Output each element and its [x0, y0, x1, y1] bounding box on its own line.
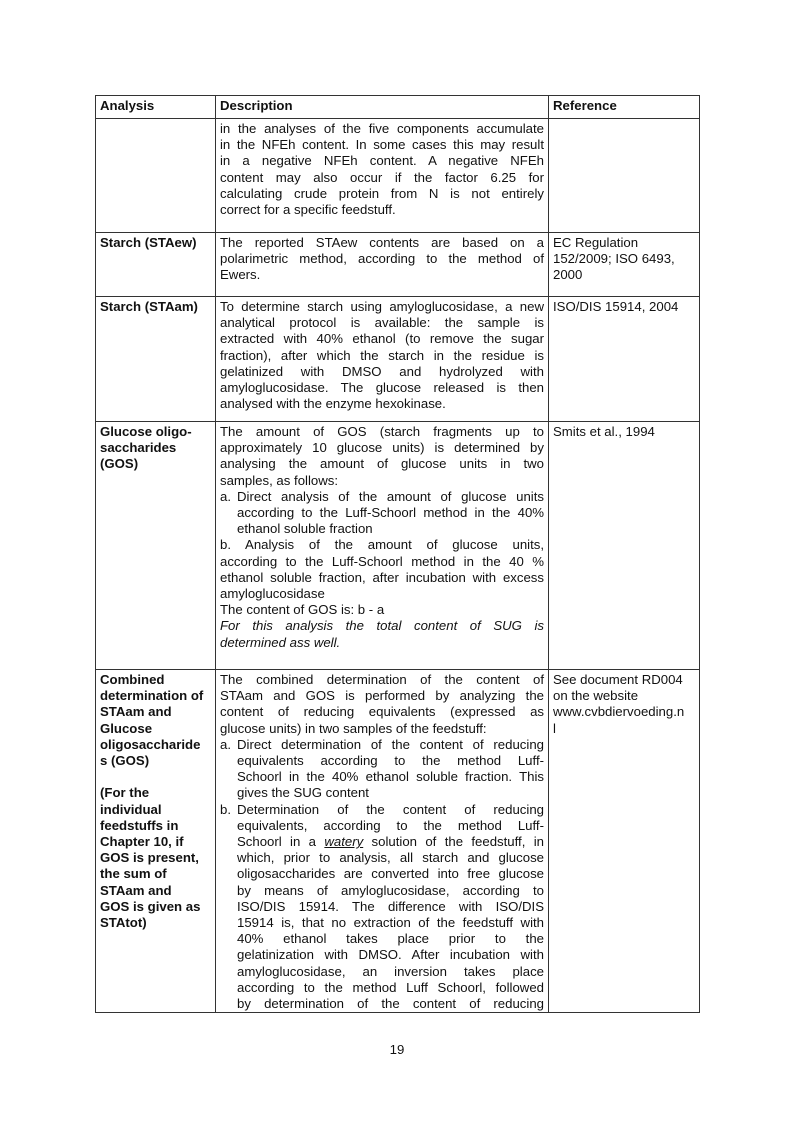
text-segment: Schoorl in the 40% ethanol soluble fraction. This [237, 769, 544, 785]
text-segment: 40% ethanol takes place prior to the [237, 931, 544, 947]
text-segment: content of reducing equivalents (expressed as [220, 704, 544, 720]
text-segment: STAtot) [100, 915, 147, 931]
text-segment: solution of the feedstuff, in [363, 834, 544, 850]
text-line [100, 899, 211, 915]
text-segment: according to the method Luff Schoorl, followed [237, 979, 544, 995]
text-segment: STAam and GOS is performed by analyzing the [220, 688, 544, 704]
text-line [220, 505, 544, 521]
text-segment: content may also occur if the factor 6.25 for [220, 169, 544, 185]
text-line [220, 170, 544, 186]
text-segment: oligosaccharides are converted into free glucose [237, 866, 544, 882]
text-line [100, 753, 211, 769]
text-line [220, 618, 544, 634]
text-segment: 152/2009; ISO 6493, [553, 251, 675, 267]
text-line [220, 331, 544, 347]
text-segment: gelatinized with DMSO and hydrolyzed with [220, 363, 544, 379]
text-line [553, 424, 695, 440]
text-line [220, 299, 544, 315]
text-segment: ethanol soluble fraction, after incubation with excess [220, 569, 544, 585]
text-line [220, 554, 544, 570]
text-line [220, 980, 544, 996]
text-segment: determined ass well. [220, 634, 341, 650]
table-row [96, 119, 700, 233]
reference-cell [549, 670, 700, 1013]
text-segment: determination of [100, 688, 204, 704]
text-segment: analysing the amount of glucose units in two [220, 456, 544, 472]
text-segment: STAam and [100, 704, 172, 720]
text-line [220, 899, 544, 915]
text-line [553, 299, 695, 315]
text-segment: oligosaccharide [100, 736, 201, 752]
text-segment: extracted with 40% ethanol (to remove the sugar [220, 331, 544, 347]
text-segment: polarimetric method, according to the method of [220, 251, 544, 267]
text-segment: www.cvbdiervoeding.n [553, 704, 685, 720]
text-line [220, 850, 544, 866]
text-segment: feedstuffs in [100, 817, 179, 833]
text-segment: according to the Luff-Schoorl method in the 40 % [220, 553, 544, 569]
text-line [220, 489, 544, 505]
text-segment: STAam and [100, 882, 172, 898]
text-line [553, 235, 695, 251]
text-segment: approximately 10 glucose units) is determined by [220, 440, 544, 456]
text-line [220, 866, 544, 882]
table-row [96, 422, 700, 670]
text-line [220, 753, 544, 769]
text-line [220, 802, 544, 818]
text-line [100, 818, 211, 834]
text-segment: correct for a specific feedstuff. [220, 202, 396, 218]
reference-cell [549, 233, 700, 297]
text-segment: The combined determination of the content of [220, 672, 544, 687]
reference-cell [549, 422, 700, 670]
text-segment: analysed with the enzyme hexokinase. [220, 396, 446, 412]
text-line [220, 785, 544, 801]
text-segment: (For the [100, 785, 150, 801]
text-line [220, 996, 544, 1012]
text-segment: b. Analysis of the amount of glucose units, [220, 537, 544, 553]
text-segment: equivalents according to the method Luff- [237, 753, 544, 769]
text-segment: Starch (STAew) [100, 235, 197, 250]
text-line [220, 121, 544, 137]
text-line [220, 586, 544, 602]
analysis-cell [96, 233, 216, 297]
text-line [220, 769, 544, 785]
table-header-row [96, 96, 700, 119]
text-line [100, 440, 211, 456]
text-line [220, 364, 544, 380]
text-segment: GOS is given as [100, 898, 201, 914]
text-segment: on the website [553, 688, 639, 704]
text-line [100, 769, 211, 785]
text-line [220, 251, 544, 267]
text-line [100, 850, 211, 866]
text-segment: samples, as follows: [220, 472, 338, 488]
description-cell [216, 297, 549, 422]
text-line [100, 721, 211, 737]
header-description: Description [216, 96, 549, 119]
text-segment: amyloglucosidase [220, 586, 325, 602]
text-line [220, 424, 544, 440]
text-segment: amyloglucosidase. The glucose released is then [220, 380, 544, 396]
text-segment: Starch (STAam) [100, 299, 198, 314]
text-line [100, 834, 211, 850]
text-line [220, 380, 544, 396]
text-segment: fraction), after which the starch in the residue is [220, 347, 544, 363]
text-segment: calculating crude protein from N is not entirely [220, 185, 544, 201]
text-line [220, 721, 544, 737]
text-segment: in a negative NFEh content. A negative NFEh [220, 153, 544, 169]
text-segment: which, prior to analysis, all starch and glucose [237, 850, 544, 866]
description-cell [216, 233, 549, 297]
text-segment: Direct determination of the content of reducing [237, 736, 544, 752]
text-line [100, 883, 211, 899]
text-segment: The reported STAew contents are based on a [220, 235, 544, 250]
description-cell [216, 422, 549, 670]
text-line [220, 737, 544, 753]
table-row [96, 233, 700, 297]
text-segment: Glucose [100, 720, 153, 736]
text-segment: 15914 is, that no extraction of the feedstuff with [237, 915, 544, 931]
text-line [100, 802, 211, 818]
text-segment: Schoorl in a [237, 834, 325, 850]
text-line [220, 153, 544, 169]
text-line [220, 348, 544, 364]
text-line [220, 947, 544, 963]
text-line [100, 866, 211, 882]
text-line [220, 396, 544, 412]
description-cell [216, 119, 549, 233]
text-line [220, 818, 544, 834]
text-line [100, 299, 211, 315]
text-line [100, 688, 211, 704]
text-line [220, 704, 544, 720]
text-segment: in the analyses of the five components accumulate [220, 121, 544, 136]
text-segment: (GOS) [100, 456, 139, 472]
text-line [553, 721, 695, 737]
header-reference: Reference [549, 96, 700, 119]
text-line [220, 137, 544, 153]
text-segment: Smits et al., 1994 [553, 424, 655, 439]
reference-cell [549, 119, 700, 233]
text-line [553, 704, 695, 720]
text-segment: Direct analysis of the amount of glucose units [237, 488, 544, 504]
text-segment: Combined [100, 672, 165, 687]
text-segment: EC Regulation [553, 235, 639, 250]
analysis-cell [96, 119, 216, 233]
text-line [553, 688, 695, 704]
text-line [100, 456, 211, 472]
text-line [100, 704, 211, 720]
text-line [220, 315, 544, 331]
text-line [220, 570, 544, 586]
analysis-cell [96, 422, 216, 670]
table-row [96, 297, 700, 422]
text-line [220, 688, 544, 704]
text-segment: ISO/DIS 15914, 2004 [553, 299, 679, 314]
analysis-cell [96, 297, 216, 422]
text-line [100, 737, 211, 753]
text-segment: ISO/DIS 15914. The difference with ISO/DIS [237, 898, 544, 914]
text-segment: GOS is present, [100, 850, 199, 866]
text-line [220, 883, 544, 899]
analysis-cell [96, 670, 216, 1013]
text-line [220, 931, 544, 947]
text-line [553, 251, 695, 267]
emphasized-word: watery [324, 834, 364, 850]
text-line [220, 672, 544, 688]
text-segment: s (GOS) [100, 753, 150, 769]
text-line [100, 672, 211, 688]
text-line [220, 235, 544, 251]
text-segment: individual [100, 801, 162, 817]
list-marker: a. [220, 488, 231, 504]
text-line [220, 834, 544, 850]
text-segment: The amount of GOS (starch fragments up to [220, 424, 544, 439]
text-line [100, 785, 211, 801]
text-segment: To determine starch using amyloglucosidase, a new [220, 299, 544, 314]
description-cell [216, 670, 549, 1013]
list-marker: b. [220, 801, 231, 817]
text-segment: 2000 [553, 267, 583, 283]
text-line [220, 473, 544, 489]
text-segment: l [553, 720, 556, 736]
text-segment: by determination of the content of reducing [237, 996, 544, 1012]
text-segment: gives the SUG content [237, 785, 369, 801]
text-line [220, 537, 544, 553]
text-segment: Determination of the content of reducing [237, 801, 544, 817]
reference-cell [549, 297, 700, 422]
text-line [220, 602, 544, 618]
text-line [100, 424, 211, 440]
text-line [220, 964, 544, 980]
table-body [96, 119, 700, 1013]
text-segment: The content of GOS is: b - a [220, 602, 385, 618]
text-line [220, 267, 544, 283]
text-line [220, 440, 544, 456]
text-line [220, 202, 544, 218]
text-line [220, 186, 544, 202]
text-segment: Chapter 10, if [100, 834, 184, 850]
text-line [220, 521, 544, 537]
text-line [220, 635, 544, 651]
analysis-methods-table [95, 95, 700, 1013]
page-number: 19 [389, 1042, 405, 1057]
text-segment: ethanol soluble fraction [237, 521, 373, 537]
text-segment: the sum of [100, 866, 167, 882]
text-segment: For this analysis the total content of SUG is [220, 618, 544, 634]
text-segment: See document RD004 [553, 672, 683, 687]
text-segment: analytical protocol is available: the sample is [220, 315, 544, 331]
header-analysis: Analysis [96, 96, 216, 119]
text-segment: saccharides [100, 440, 177, 456]
text-line [220, 915, 544, 931]
text-segment: Glucose oligo- [100, 424, 192, 439]
text-line [100, 915, 211, 931]
text-segment: according to the Luff-Schoorl method in the 40% [237, 505, 544, 521]
text-segment: amyloglucosidase, an inversion takes place [237, 963, 544, 979]
table-row [96, 670, 700, 1013]
text-segment: in the NFEh content. In some cases this may result [220, 137, 544, 153]
text-segment: equivalents, according to the method Luff- [237, 817, 544, 833]
text-line [553, 672, 695, 688]
text-segment: gelatinization with DMSO. After incubation with [237, 947, 544, 963]
text-segment: Ewers. [220, 267, 261, 283]
text-line [553, 267, 695, 283]
text-segment: by means of amyloglucosidase, according to [237, 882, 544, 898]
text-line [220, 456, 544, 472]
text-segment: glucose units) in two samples of the feedstuff: [220, 720, 487, 736]
text-line [100, 235, 211, 251]
list-marker: a. [220, 736, 231, 752]
